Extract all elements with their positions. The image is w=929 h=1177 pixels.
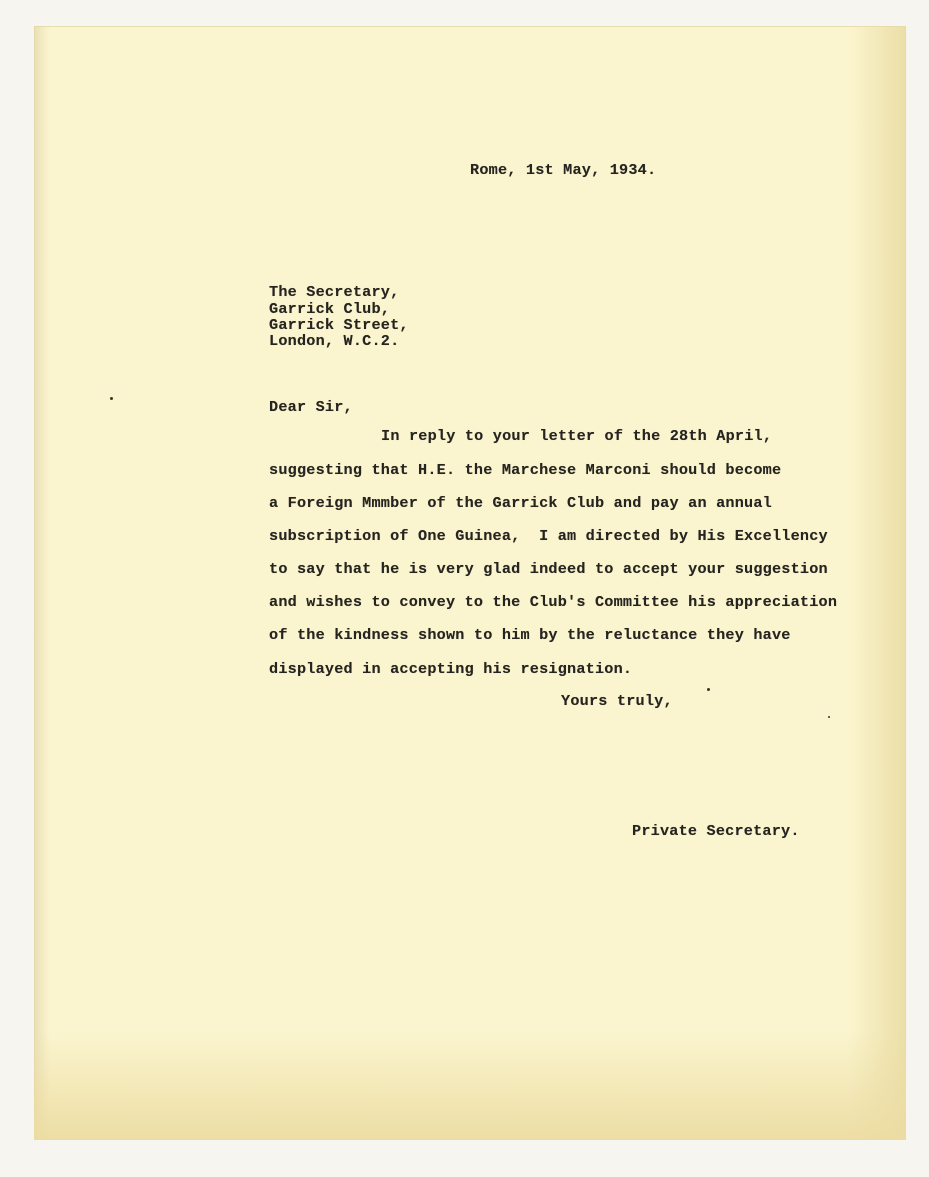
ink-speck bbox=[707, 688, 710, 691]
body-line: subscription of One Guinea, I am directed by His Excellency bbox=[269, 527, 828, 545]
letter-sheet bbox=[34, 26, 906, 1140]
body-line: of the kindness shown to him by the reluctance they have bbox=[269, 626, 791, 644]
closing: Yours truly, bbox=[561, 692, 673, 710]
ink-speck bbox=[828, 716, 830, 718]
body-line: a Foreign Mmmber of the Garrick Club and pay an annual bbox=[269, 494, 772, 512]
signature-title: Private Secretary. bbox=[632, 822, 800, 840]
salutation: Dear Sir, bbox=[269, 398, 353, 416]
body-line: suggesting that H.E. the Marchese Marconi should become bbox=[269, 461, 782, 479]
paper-shading-bottom bbox=[34, 1030, 906, 1140]
body-line: In reply to your letter of the 28th April, bbox=[381, 427, 773, 445]
ink-speck bbox=[110, 397, 113, 400]
paper-shading-right bbox=[848, 26, 906, 1140]
address-line: London, W.C.2. bbox=[269, 332, 400, 350]
body-line: and wishes to convey to the Club's Committee his appreciation bbox=[269, 593, 838, 611]
body-line: to say that he is very glad indeed to accept your suggestion bbox=[269, 560, 828, 578]
letter-date: Rome, 1st May, 1934. bbox=[470, 161, 657, 179]
address-line: Garrick Street, bbox=[269, 316, 409, 334]
body-line: displayed in accepting his resignation. bbox=[269, 660, 633, 678]
address-line: The Secretary, bbox=[269, 283, 400, 301]
paper-shading-left bbox=[34, 26, 50, 1140]
address-line: Garrick Club, bbox=[269, 300, 391, 318]
